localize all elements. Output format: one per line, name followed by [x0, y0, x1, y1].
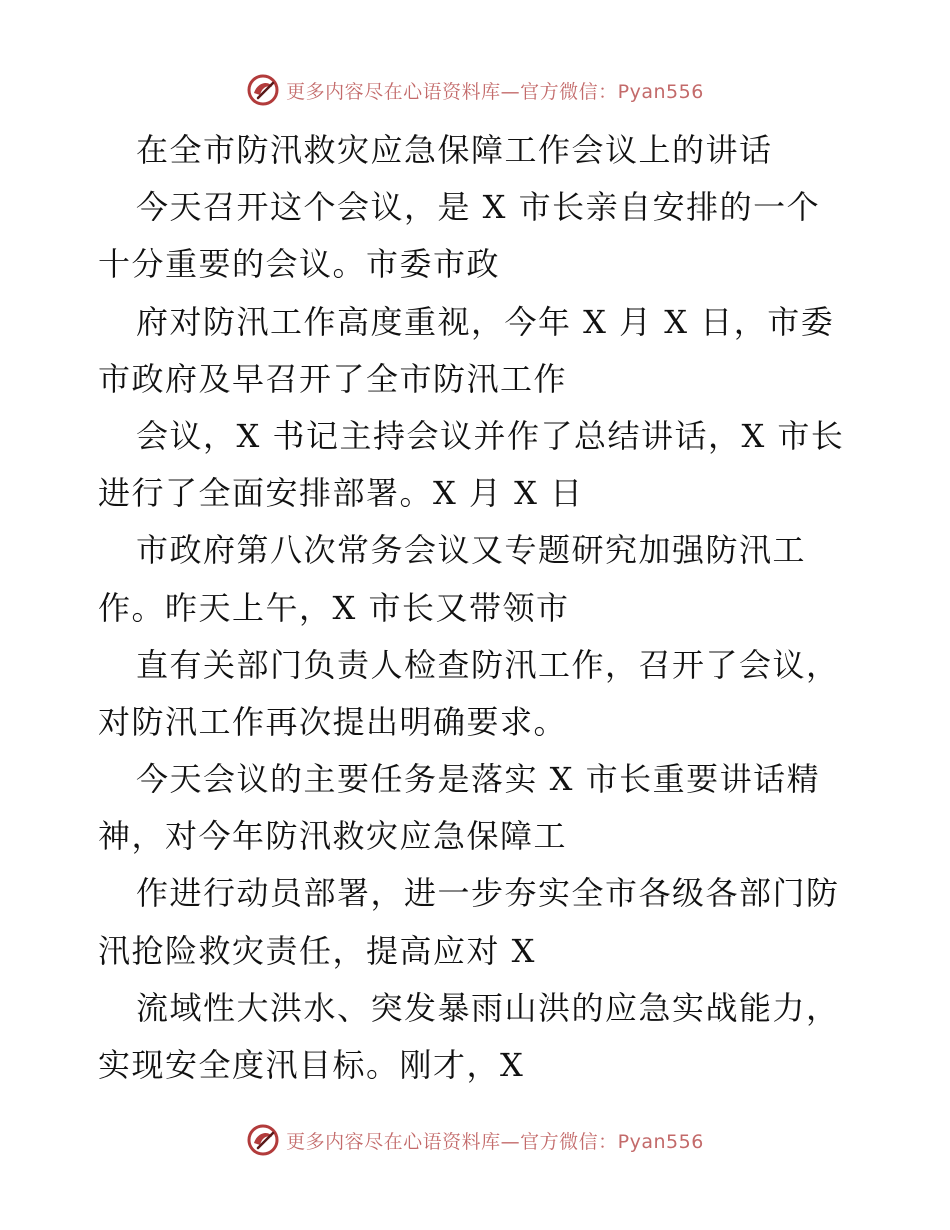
document-body — [98, 122, 858, 1094]
document-line: 对防汛工作再次提出明确要求。 — [98, 702, 568, 741]
document-line: 神，对今年防汛救灾应急保障工 — [98, 817, 568, 856]
document-line: 进行了全面安排部署。X 月 X 日 — [98, 474, 584, 513]
red-swirl-logo-icon — [246, 1123, 280, 1157]
document-line: 市政府第八次常务会议又专题研究加强防汛工 — [136, 531, 807, 570]
header-banner-text: 更多内容尽在心语资料库—官方微信：Pyan556 — [286, 80, 704, 103]
document-line: 市政府及早召开了全市防汛工作 — [98, 359, 568, 398]
document-title: 在全市防汛救灾应急保障工作会议上的讲话 — [136, 131, 773, 169]
document-line: 流域性大洪水、突发暴雨山洪的应急实战能力， — [136, 988, 840, 1027]
document-line: 府对防汛工作高度重视，今年 X 月 X 日，市委 — [136, 302, 835, 341]
document-line: 实现安全度汛目标。刚才，X — [98, 1046, 525, 1084]
document-line: 会议，X 书记主持会议并作了总结讲话，X 市长 — [136, 416, 845, 455]
document-line: 十分重要的会议。市委市政 — [98, 245, 501, 284]
document-line: 今天会议的主要任务是落实 X 市长重要讲话精 — [136, 760, 821, 799]
document-line: 直有关部门负责人检查防汛工作，召开了会议， — [136, 645, 840, 684]
red-swirl-logo-icon — [246, 73, 280, 107]
document-line: 作。昨天上午，X 市长又带领市 — [98, 588, 570, 627]
document-line: 今天召开这个会议，是 X 市长亲自安排的一个 — [136, 188, 821, 227]
footer-banner — [0, 1120, 950, 1160]
header-banner — [0, 70, 950, 110]
footer-banner-text: 更多内容尽在心语资料库—官方微信：Pyan556 — [286, 1130, 704, 1153]
document-line: 作进行动员部署，进一步夯实全市各级各部门防 — [136, 874, 840, 913]
document-line: 汛抢险救灾责任，提高应对 X — [98, 931, 536, 970]
